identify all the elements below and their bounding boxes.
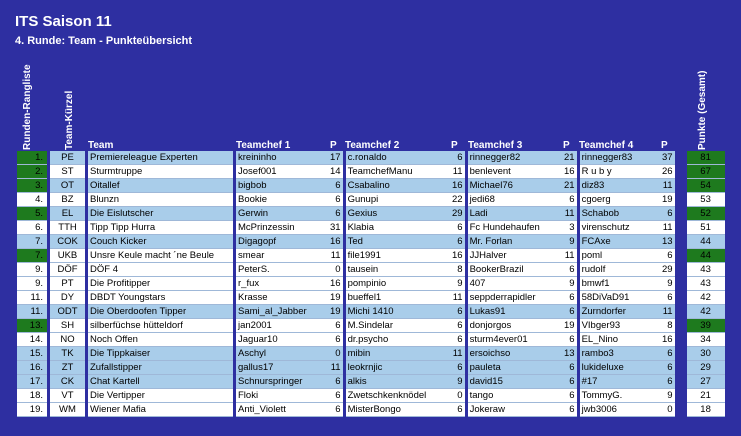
column-gap — [675, 151, 687, 165]
teamchef-3-cell: tango — [468, 389, 561, 403]
teamchef-1-cell: Gerwin — [236, 207, 328, 221]
points-3-cell: 21 — [561, 179, 577, 193]
teamchef-4-cell: rudolf — [580, 263, 658, 277]
points-1-cell: 19 — [330, 292, 341, 303]
points-table — [17, 151, 725, 417]
team-name-cell: Die Eislutscher — [88, 207, 233, 221]
team-code-cell: COK — [50, 235, 85, 249]
points-1-cell: 16 — [330, 278, 341, 289]
teamchef-4-cell: R u b y — [580, 165, 658, 179]
teamchef-2-cell: dr.psycho — [346, 333, 449, 347]
team-name-cell: Die Tippkaiser — [88, 347, 233, 361]
rank-cell: 5. — [17, 207, 47, 221]
column-gap — [675, 179, 687, 193]
points-3-cell: 6 — [561, 193, 577, 207]
teamchef-2-cell: Ted — [346, 235, 449, 249]
column-gap — [675, 305, 687, 319]
teamchef-3-cell: Jokeraw — [468, 403, 561, 417]
points-1-cell: 11 — [328, 361, 343, 375]
points-2-cell: 9 — [449, 277, 465, 291]
points-4-cell: 11 — [658, 221, 675, 235]
points-2-cell: 9 — [449, 375, 465, 389]
team-name-cell: Oitallef — [88, 179, 233, 193]
total-points-cell: 34 — [687, 333, 725, 347]
points-4-cell: 6 — [658, 249, 675, 263]
column-gap — [675, 361, 687, 375]
points-3-cell: 6 — [561, 333, 577, 347]
team-name-cell: Zufallstipper — [88, 361, 233, 375]
points-2-cell: 22 — [449, 193, 465, 207]
teamchef-1-cell: kreininho — [236, 151, 328, 165]
points-3-cell: 6 — [561, 291, 577, 305]
points-4-cell: 6 — [658, 347, 675, 361]
teamchef-1-cell: smear — [236, 249, 328, 263]
table-row — [17, 347, 725, 361]
column-gap — [675, 347, 687, 361]
teamchef-4-cell: poml — [580, 249, 658, 263]
teamchef-2-cell: tausein — [346, 263, 449, 277]
teamchef-1-cell: gallus17 — [236, 361, 328, 375]
rank-cell: 6. — [17, 221, 47, 235]
points-1-cell: 31 — [330, 222, 341, 233]
teamchef-2-cell: leokrnjic — [346, 361, 449, 375]
total-points-cell: 29 — [687, 361, 725, 375]
points-3-cell: 6 — [561, 263, 577, 277]
team-name-cell: Unsre Keule macht ´ne Beule — [88, 249, 233, 263]
points-4-cell: 26 — [658, 165, 675, 179]
points-4-cell: 6 — [658, 375, 675, 389]
table-row — [17, 193, 725, 207]
points-1-cell: 0 — [328, 347, 343, 361]
header-teamchef-1: Teamchef 1 — [236, 140, 291, 151]
column-gap — [675, 249, 687, 263]
teamchef-1-cell: Schnurspringer — [236, 375, 328, 389]
total-points-cell: 18 — [687, 403, 725, 417]
teamchef-1-cell: Digagopf — [236, 235, 328, 249]
team-code-cell: ZT — [50, 361, 85, 375]
teamchef-4-cell: Zurndorfer — [580, 305, 658, 319]
points-2-cell: 16 — [449, 179, 465, 193]
teamchef-2-cell: M.Sindelar — [346, 319, 449, 333]
table-row — [17, 179, 725, 193]
team-code-cell: ST — [50, 165, 85, 179]
total-points-cell: 53 — [687, 193, 725, 207]
table-row — [17, 403, 725, 417]
header-p1: P — [330, 140, 337, 151]
team-code-cell: OT — [50, 179, 85, 193]
table-row — [17, 263, 725, 277]
column-gap — [675, 319, 687, 333]
teamchef-4-cell: Schabob — [580, 207, 658, 221]
teamchef-1-cell: Bookie — [236, 193, 328, 207]
teamchef-4-cell: TommyG. — [580, 389, 658, 403]
table-row — [17, 235, 725, 249]
points-1-cell: 6 — [328, 319, 343, 333]
team-name-cell: DÖF 4 — [88, 263, 233, 277]
points-1-cell: 6 — [328, 389, 343, 403]
teamchef-4-cell: jwb3006 — [580, 403, 658, 417]
teamchef-3-cell: ersoichso — [468, 347, 561, 361]
points-1-cell: 6 — [328, 207, 343, 221]
rank-cell: 1. — [17, 151, 47, 165]
team-code-cell: PT — [50, 277, 85, 291]
rank-cell: 4. — [17, 193, 47, 207]
points-2-cell: 11 — [449, 291, 465, 305]
points-2-cell: 6 — [449, 319, 465, 333]
teamchef-2-cell: alkis — [346, 375, 449, 389]
page-subtitle: 4. Runde: Team - Punkteübersicht — [15, 35, 193, 47]
points-3-cell: 6 — [561, 375, 577, 389]
team-name-cell: DBDT Youngstars — [88, 291, 233, 305]
points-4-cell: 6 — [658, 291, 675, 305]
teamchef-3-cell: benlevent — [468, 165, 561, 179]
points-2-cell: 16 — [449, 249, 465, 263]
rank-cell: 14. — [17, 333, 47, 347]
teamchef-1-cell: Krasse — [236, 291, 328, 305]
points-2-cell: 6 — [449, 333, 465, 347]
header-p2: P — [451, 140, 458, 151]
points-3-cell: 6 — [561, 403, 577, 417]
header-teamchef-4: Teamchef 4 — [579, 140, 634, 151]
total-points-cell: 67 — [687, 165, 725, 179]
column-gap — [675, 221, 687, 235]
teamchef-4-cell: FCAxe — [580, 235, 658, 249]
total-points-cell: 51 — [687, 221, 725, 235]
rank-cell: 9. — [17, 277, 47, 291]
header-teamchef-3: Teamchef 3 — [468, 140, 523, 151]
teamchef-3-cell: Fc Hundehaufen — [468, 221, 561, 235]
team-code-cell: EL — [50, 207, 85, 221]
total-points-cell: 44 — [687, 249, 725, 263]
table-row — [17, 305, 725, 319]
team-code-cell: DY — [50, 291, 85, 305]
teamchef-1-cell: jan2001 — [236, 319, 328, 333]
total-points-cell: 39 — [687, 319, 725, 333]
total-points-cell: 42 — [687, 291, 725, 305]
team-name-cell: silberfüchse hütteldorf — [88, 319, 233, 333]
points-2-cell: 11 — [449, 165, 465, 179]
teamchef-4-cell: bmwf1 — [580, 277, 658, 291]
teamchef-1-cell: Anti_Violett — [236, 403, 328, 417]
team-code-cell: TTH — [50, 221, 85, 235]
teamchef-3-cell: Lukas91 — [468, 305, 561, 319]
rank-cell: 11. — [17, 291, 47, 305]
column-gap — [675, 389, 687, 403]
team-name-cell: Wiener Mafia — [88, 403, 233, 417]
points-2-cell: 8 — [449, 263, 465, 277]
total-points-cell: 42 — [687, 305, 725, 319]
points-2-cell: 6 — [449, 151, 465, 165]
teamchef-2-cell: Zwetschkenknödel — [346, 389, 449, 403]
teamchef-3-cell: pauleta — [468, 361, 561, 375]
points-2-cell: 6 — [449, 235, 465, 249]
rank-cell: 11. — [17, 305, 47, 319]
teamchef-2-cell: TeamchefManu — [346, 165, 449, 179]
points-4-cell: 19 — [658, 193, 675, 207]
points-4-cell: 11 — [658, 179, 675, 193]
teamchef-2-cell: file1991 — [346, 249, 449, 263]
teamchef-3-cell: Ladi — [468, 207, 561, 221]
team-code-cell: CK — [50, 375, 85, 389]
points-2-cell: 6 — [449, 361, 465, 375]
total-points-cell: 52 — [687, 207, 725, 221]
points-1-cell: 19 — [330, 306, 341, 317]
points-1-cell: 11 — [328, 249, 343, 263]
teamchef-1-cell: McPrinzessin — [236, 221, 328, 235]
teamchef-4-cell: virenschutz — [580, 221, 658, 235]
points-2-cell: 6 — [449, 221, 465, 235]
rank-cell: 13. — [17, 319, 47, 333]
points-1-cell: 6 — [328, 193, 343, 207]
teamchef-2-cell: Gexius — [346, 207, 449, 221]
teamchef-1-cell: PeterS. — [236, 263, 328, 277]
table-row — [17, 277, 725, 291]
teamchef-2-cell: bueffel1 — [346, 291, 449, 305]
teamchef-3-cell: david15 — [468, 375, 561, 389]
teamchef-4-cell: cgoerg — [580, 193, 658, 207]
teamchef-2-cell: MisterBongo — [346, 403, 449, 417]
team-code-cell: UKB — [50, 249, 85, 263]
points-1-cell: 16 — [330, 236, 341, 247]
points-2-cell: 11 — [449, 347, 465, 361]
points-4-cell: 37 — [658, 151, 675, 165]
table-row — [17, 165, 725, 179]
total-points-cell: 30 — [687, 347, 725, 361]
teamchef-1-cell: Aschyl — [236, 347, 328, 361]
teamchef-4-cell: diz83 — [580, 179, 658, 193]
header-points: Punkte (Gesamt) — [697, 70, 708, 150]
header-p3: P — [563, 140, 570, 151]
teamchef-3-cell: jedi68 — [468, 193, 561, 207]
column-gap — [675, 165, 687, 179]
teamchef-2-cell: c.ronaldo — [346, 151, 449, 165]
header-rank: Runden-Rangliste — [22, 64, 33, 150]
teamchef-2-cell: Klabia — [346, 221, 449, 235]
points-3-cell: 9 — [561, 277, 577, 291]
team-name-cell: Couch Kicker — [88, 235, 233, 249]
rank-cell: 19. — [17, 403, 47, 417]
team-name-cell: Noch Offen — [88, 333, 233, 347]
teamchef-3-cell: donjorgos — [468, 319, 561, 333]
points-3-cell: 6 — [561, 389, 577, 403]
points-3-cell: 19 — [561, 319, 577, 333]
points-1-cell: 6 — [328, 179, 343, 193]
points-3-cell: 16 — [561, 165, 577, 179]
table-row — [17, 291, 725, 305]
points-1-cell: 0 — [328, 263, 343, 277]
team-code-cell: ODT — [50, 305, 85, 319]
teamchef-4-cell: VIbger93 — [580, 319, 658, 333]
points-4-cell: 6 — [658, 207, 675, 221]
points-1-cell: 6 — [328, 375, 343, 389]
total-points-cell: 54 — [687, 179, 725, 193]
teamchef-3-cell: rinnegger82 — [468, 151, 561, 165]
column-gap — [675, 277, 687, 291]
header-code: Team-Kürzel — [64, 90, 75, 150]
team-code-cell: WM — [50, 403, 85, 417]
teamchef-1-cell: Floki — [236, 389, 328, 403]
team-code-cell: NO — [50, 333, 85, 347]
teamchef-1-cell: bigbob — [236, 179, 328, 193]
team-name-cell: Sturmtruppe — [88, 165, 233, 179]
page-title: ITS Saison 11 — [15, 13, 112, 30]
teamchef-3-cell: seppderrapidler — [468, 291, 561, 305]
total-points-cell: 44 — [687, 235, 725, 249]
points-3-cell: 6 — [561, 305, 577, 319]
points-3-cell: 21 — [561, 151, 577, 165]
points-4-cell: 0 — [658, 403, 675, 417]
teamchef-2-cell: pompinio — [346, 277, 449, 291]
table-row — [17, 375, 725, 389]
total-points-cell: 43 — [687, 277, 725, 291]
points-2-cell: 0 — [449, 389, 465, 403]
header-p4: P — [661, 140, 668, 151]
rank-cell: 18. — [17, 389, 47, 403]
points-1-cell: 6 — [328, 333, 343, 347]
points-4-cell: 9 — [658, 389, 675, 403]
teamchef-3-cell: Michael76 — [468, 179, 561, 193]
total-points-cell: 81 — [687, 151, 725, 165]
points-3-cell: 11 — [561, 249, 577, 263]
team-name-cell: Die Oberdoofen Tipper — [88, 305, 233, 319]
teamchef-4-cell: lukideluxe — [580, 361, 658, 375]
teamchef-3-cell: sturm4ever01 — [468, 333, 561, 347]
rank-cell: 7. — [17, 249, 47, 263]
teamchef-2-cell: Csabalino — [346, 179, 449, 193]
points-1-cell: 14 — [330, 166, 341, 177]
teamchef-2-cell: mibin — [346, 347, 449, 361]
teamchef-4-cell: #17 — [580, 375, 658, 389]
teamchef-2-cell: Michi 1410 — [346, 305, 449, 319]
team-name-cell: Chat Kartell — [88, 375, 233, 389]
teamchef-3-cell: Mr. Forlan — [468, 235, 561, 249]
points-4-cell: 29 — [658, 263, 675, 277]
rank-cell: 9. — [17, 263, 47, 277]
teamchef-2-cell: Gunupi — [346, 193, 449, 207]
table-row — [17, 151, 725, 165]
header-team: Team — [88, 140, 114, 151]
team-code-cell: PE — [50, 151, 85, 165]
table-row — [17, 319, 725, 333]
rank-cell: 2. — [17, 165, 47, 179]
table-row — [17, 221, 725, 235]
points-2-cell: 6 — [449, 403, 465, 417]
points-4-cell: 13 — [658, 235, 675, 249]
table-row — [17, 333, 725, 347]
points-2-cell: 6 — [449, 305, 465, 319]
teamchef-3-cell: JJHalver — [468, 249, 561, 263]
table-row — [17, 389, 725, 403]
column-gap — [675, 375, 687, 389]
team-name-cell: Premiereleague Experten — [88, 151, 233, 165]
team-name-cell: Blunzn — [88, 193, 233, 207]
teamchef-4-cell: rinnegger83 — [580, 151, 658, 165]
column-gap — [675, 193, 687, 207]
points-1-cell: 6 — [328, 403, 343, 417]
team-name-cell: Die Profitipper — [88, 277, 233, 291]
teamchef-1-cell: Sami_al_Jabber — [236, 305, 328, 319]
points-3-cell: 13 — [561, 347, 577, 361]
teamchef-4-cell: EL_Nino — [580, 333, 658, 347]
column-gap — [675, 263, 687, 277]
teamchef-4-cell: rambo3 — [580, 347, 658, 361]
column-gap — [675, 291, 687, 305]
points-4-cell: 16 — [658, 333, 675, 347]
team-code-cell: BZ — [50, 193, 85, 207]
points-4-cell: 8 — [658, 319, 675, 333]
team-code-cell: DÖF — [50, 263, 85, 277]
points-4-cell: 6 — [658, 361, 675, 375]
column-gap — [675, 333, 687, 347]
rank-cell: 15. — [17, 347, 47, 361]
table-row — [17, 207, 725, 221]
teamchef-1-cell: Josef001 — [236, 165, 328, 179]
points-3-cell: 3 — [561, 221, 577, 235]
table-row — [17, 249, 725, 263]
header-teamchef-2: Teamchef 2 — [345, 140, 400, 151]
column-gap — [675, 235, 687, 249]
team-code-cell: VT — [50, 389, 85, 403]
table-row — [17, 361, 725, 375]
rank-cell: 17. — [17, 375, 47, 389]
teamchef-3-cell: 407 — [468, 277, 561, 291]
column-gap — [675, 403, 687, 417]
team-code-cell: TK — [50, 347, 85, 361]
points-2-cell: 29 — [449, 207, 465, 221]
rank-cell: 16. — [17, 361, 47, 375]
rank-cell: 7. — [17, 235, 47, 249]
points-3-cell: 6 — [561, 361, 577, 375]
points-3-cell: 9 — [561, 235, 577, 249]
points-4-cell: 9 — [658, 277, 675, 291]
team-name-cell: Die Vertipper — [88, 389, 233, 403]
total-points-cell: 43 — [687, 263, 725, 277]
teamchef-1-cell: r_fux — [236, 277, 328, 291]
total-points-cell: 27 — [687, 375, 725, 389]
rank-cell: 3. — [17, 179, 47, 193]
total-points-cell: 21 — [687, 389, 725, 403]
points-4-cell: 11 — [658, 305, 675, 319]
team-code-cell: SH — [50, 319, 85, 333]
column-gap — [675, 207, 687, 221]
points-3-cell: 11 — [561, 207, 577, 221]
teamchef-3-cell: BookerBrazil — [468, 263, 561, 277]
teamchef-1-cell: Jaguar10 — [236, 333, 328, 347]
points-1-cell: 17 — [330, 152, 341, 163]
teamchef-4-cell: 58DiVaD91 — [580, 291, 658, 305]
team-name-cell: Tipp Tipp Hurra — [88, 221, 233, 235]
